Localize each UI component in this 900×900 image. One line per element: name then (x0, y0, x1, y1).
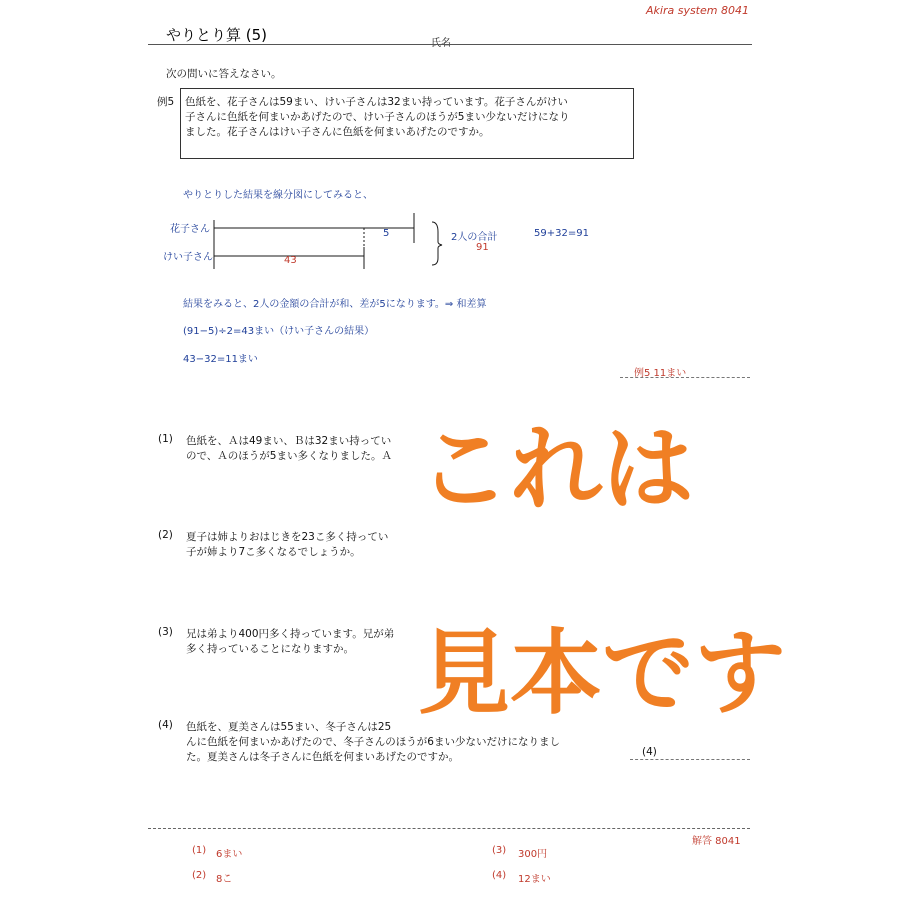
answer-key-rule (148, 828, 750, 829)
diagram-sum-value: 91 (476, 242, 489, 253)
diagram-sum-label: 2人の合計 (451, 232, 498, 243)
problem-number: (4) (158, 719, 173, 731)
answer-blank-label: (4) (642, 746, 657, 758)
problem-line: 夏子は姉よりおはじきを23こ多く持ってい (186, 531, 389, 543)
example-answer-rule (620, 377, 750, 378)
problem-number: (3) (158, 626, 173, 638)
example-line: 色紙を、花子さんは59まい、けい子さんは32まい持っています。花子さんがけい (185, 96, 568, 108)
answer-blank-rule (630, 759, 750, 760)
explain-text: やりとりした結果を線分図にしてみると、 (183, 190, 373, 201)
answer-key-value: 8こ (216, 874, 233, 885)
watermark-line-1: これは (418, 416, 695, 523)
sum-brace (432, 222, 442, 265)
watermark-line-2: 見本です (418, 620, 787, 727)
calc-line-1: (91−5)÷2=43まい（けい子さんの結果） (183, 326, 375, 337)
page-title: やりとり算 (5) (166, 26, 268, 44)
problem-number: (2) (158, 529, 173, 541)
problem-line: んに色紙を何まいかあげたので、冬子さんのほうが6まい少ないだけになりまし (186, 736, 560, 748)
example-line: ました。花子さんはけい子さんに色紙を何まいあげたのですか。 (185, 126, 490, 138)
answer-key-title: 解答 8041 (692, 836, 741, 847)
answer-key-num: (4) (492, 870, 507, 881)
brand-label: Akira system 8041 (646, 4, 749, 17)
answer-key-value: 12まい (518, 874, 551, 885)
answer-key-num: (1) (192, 845, 207, 856)
answer-key-num: (2) (192, 870, 207, 881)
problem-line: 兄は弟より400円多く持っています。兄が弟 (186, 628, 395, 640)
diagram-name-keiko: けい子さん (163, 252, 213, 263)
diagram-name-hanako: 花子さん (170, 224, 210, 235)
problem-line: 色紙を、Ａは49まい、Ｂは32まい持ってい (186, 435, 392, 447)
answer-key-value: 300円 (518, 849, 548, 860)
example-label: 例5 (157, 96, 175, 108)
diagram-diff-value: 5 (383, 228, 390, 239)
calc-line-2: 43−32=11まい (183, 354, 258, 365)
answer-key-num: (3) (492, 845, 507, 856)
instruction-text: 次の問いに答えなさい。 (166, 68, 282, 80)
problem-line: ので、Ａのほうが5まい多くなりました。Ａ (186, 450, 392, 462)
problem-line: た。夏美さんは冬子さんに色紙を何まいあげたのですか。 (186, 751, 459, 763)
diagram-keiko-value: 43 (284, 255, 297, 266)
example-answer: 例5 11まい (634, 368, 687, 379)
explain-note: 結果をみると、2人の金額の合計が和、差が5になります。⇒ 和差算 (183, 299, 487, 310)
example-line: 子さんに色紙を何まいかあげたので、けい子さんのほうが5まい少ないだけになり (185, 111, 570, 123)
problem-number: (1) (158, 433, 173, 445)
problem-line: 色紙を、夏美さんは55まい、冬子さんは25 (186, 721, 392, 733)
problem-line: 子が姉より7こ多くなるでしょうか。 (186, 546, 361, 558)
answer-key-value: 6まい (216, 849, 243, 860)
diagram-sum-expression: 59+32=91 (534, 228, 589, 239)
name-label: 氏名 (431, 38, 451, 49)
problem-line: 多く持っていることになりますか。 (186, 643, 354, 655)
